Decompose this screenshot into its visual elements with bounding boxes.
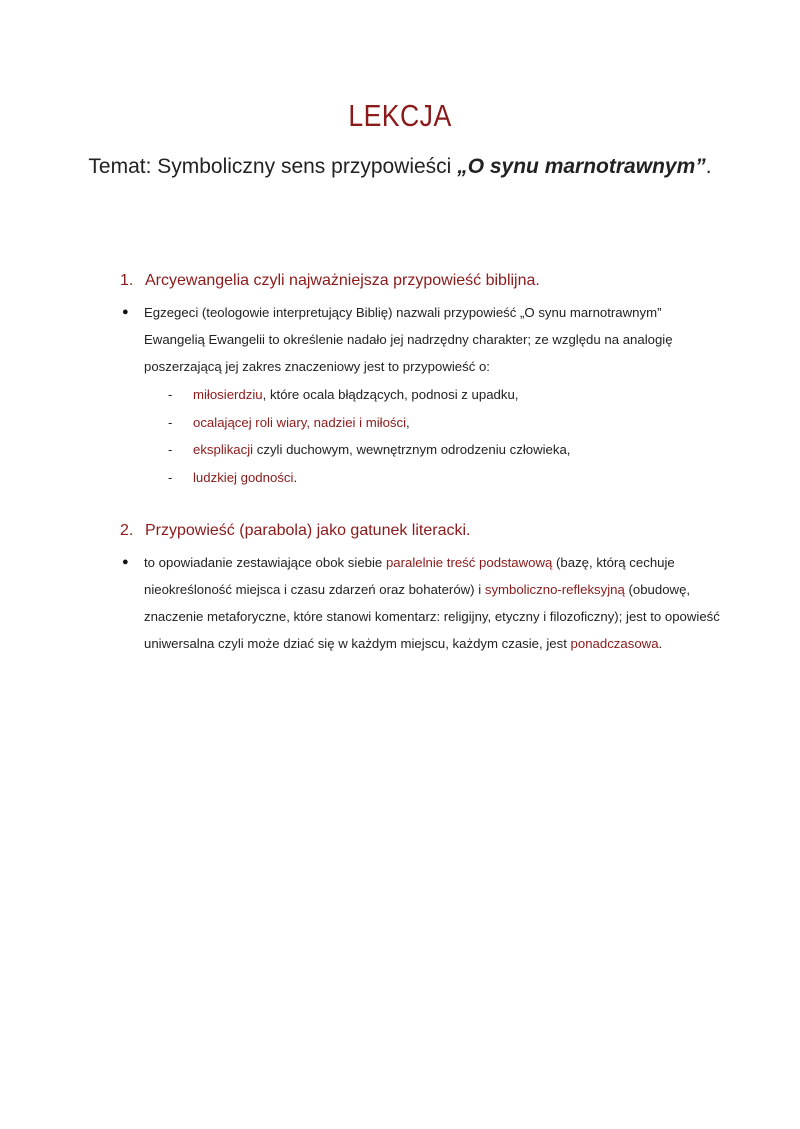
bullet-text-part: . bbox=[658, 636, 663, 651]
dash-marker: - bbox=[168, 469, 173, 485]
subtitle-emphasis: „O synu marnotrawnym” bbox=[457, 155, 706, 178]
bullet-highlight: symboliczno-refleksyjną bbox=[484, 582, 625, 597]
list-item-highlight: miłosierdziu bbox=[193, 387, 263, 402]
bullet-icon: ● bbox=[122, 556, 129, 568]
section-1-heading bbox=[120, 272, 720, 298]
lesson-title: LEKCJA bbox=[348, 98, 452, 133]
list-item bbox=[168, 464, 570, 492]
section-2-heading bbox=[120, 522, 720, 548]
bullet-highlight: ponadczasowa bbox=[570, 636, 659, 651]
subtitle-prefix: Temat: Symboliczny sens przypowieści bbox=[88, 155, 458, 178]
section-2-number: 2. bbox=[120, 522, 134, 539]
list-item-highlight: ludzkiej godności bbox=[193, 469, 294, 485]
bullet-text-part: to opowiadanie zestawiające obok siebie bbox=[144, 555, 386, 570]
section-1-bullet bbox=[120, 299, 720, 380]
list-item bbox=[168, 436, 570, 464]
list-item-text: czyli duchowym, wewnętrznym odrodzeniu człowieka, bbox=[253, 442, 571, 457]
subtitle-suffix: . bbox=[705, 155, 712, 178]
section-1-heading-text: Arcyewangelia czyli najważniejsza przypowieść biblijna. bbox=[145, 272, 540, 289]
section-1-number: 1. bbox=[120, 272, 134, 289]
list-item-text: , bbox=[406, 414, 410, 430]
bullet-text-part: (obudowę, znaczenie metaforyczne, które stanowi komentarz: religijny, etyczny i filozoficzny); jest to opowieść uniwersalna czyli może dziać się w każdym miejscu, każdym czasie, jest bbox=[144, 582, 720, 651]
section-1-bullet-text: Egzegeci (teologowie interpretujący Biblię) nazwali przypowieść „O synu marnotrawnym” Ewangelią Ewangelii to określenie nadało jej nadrzędny charakter; ze względu na analogię poszerzającą jej zakres znaczeniowy jest to przypowieść o: bbox=[144, 305, 673, 374]
list-item bbox=[168, 409, 570, 437]
list-item bbox=[168, 381, 570, 409]
dash-marker: - bbox=[168, 442, 173, 457]
lesson-subtitle bbox=[0, 155, 800, 179]
section-2 bbox=[120, 522, 720, 657]
section-2-bullet bbox=[120, 549, 720, 657]
list-item-highlight: ocalającej roli wiary, nadziei i miłości bbox=[193, 414, 407, 430]
section-1-sublist bbox=[168, 381, 570, 491]
bullet-highlight: paralelnie treść podstawową bbox=[385, 555, 553, 570]
section-1 bbox=[120, 272, 720, 380]
bullet-icon: ● bbox=[122, 306, 129, 318]
dash-marker: - bbox=[168, 387, 173, 402]
list-item-text: . bbox=[293, 469, 298, 485]
section-2-bullet-text bbox=[144, 555, 720, 651]
bullet-text-part: (bazę, którą cechuje nieokreśloność miejsca i czasu zdarzeń oraz bohaterów) i bbox=[144, 555, 675, 597]
list-item-highlight: eksplikacji bbox=[193, 442, 254, 457]
list-item-text: , które ocala błądzących, podnosi z upadku, bbox=[262, 387, 519, 402]
dash-marker: - bbox=[168, 414, 173, 430]
section-2-heading-text: Przypowieść (parabola) jako gatunek literacki. bbox=[145, 522, 471, 539]
